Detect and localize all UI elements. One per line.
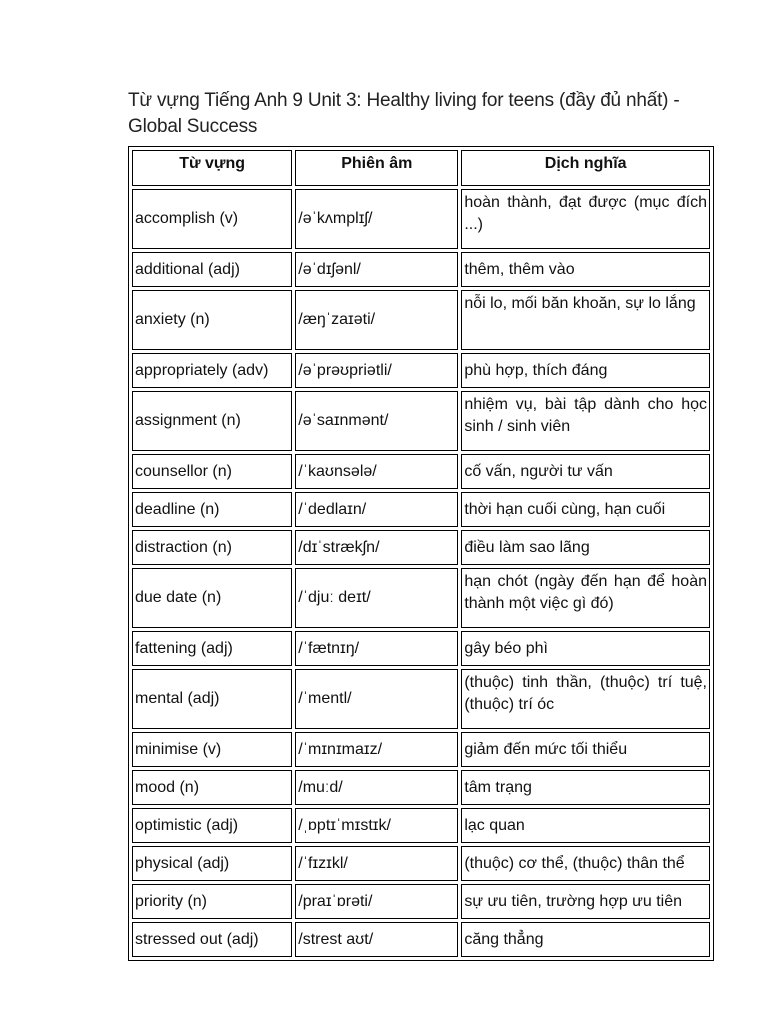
table-row — [132, 770, 710, 805]
pronunciation-cell: /ˈkaʊnsələ/ — [295, 454, 458, 489]
vocab-word-cell: additional (adj) — [132, 252, 292, 287]
table-row — [132, 290, 710, 350]
meaning-cell: hoàn thành, đạt được (mục đích ...) — [461, 189, 710, 249]
meaning-cell: nỗi lo, mối băn khoăn, sự lo lắng — [461, 290, 710, 350]
table-row — [132, 252, 710, 287]
table-row — [132, 454, 710, 489]
pronunciation-cell: /ˈmentl/ — [295, 669, 458, 729]
header-word: Từ vựng — [132, 150, 292, 186]
vocab-word-cell: priority (n) — [132, 884, 292, 919]
pronunciation-cell: /əˈsaɪnmənt/ — [295, 391, 458, 451]
vocab-word-cell: optimistic (adj) — [132, 808, 292, 843]
pronunciation-cell: /əˈdɪʃənl/ — [295, 252, 458, 287]
vocab-word-cell: deadline (n) — [132, 492, 292, 527]
meaning-cell: căng thẳng — [461, 922, 710, 957]
meaning-cell: sự ưu tiên, trường hợp ưu tiên — [461, 884, 710, 919]
meaning-cell: hạn chót (ngày đến hạn để hoàn thành một việc gì đó) — [461, 568, 710, 628]
pronunciation-cell: /muːd/ — [295, 770, 458, 805]
vocab-word-cell: minimise (v) — [132, 732, 292, 767]
table-row — [132, 353, 710, 388]
meaning-cell: nhiệm vụ, bài tập dành cho học sinh / sinh viên — [461, 391, 710, 451]
table-row — [132, 568, 710, 628]
pronunciation-cell: /strest aʊt/ — [295, 922, 458, 957]
meaning-cell: phù hợp, thích đáng — [461, 353, 710, 388]
table-header-row — [132, 150, 710, 186]
meaning-cell: (thuộc) tinh thần, (thuộc) trí tuệ, (thuộc) trí óc — [461, 669, 710, 729]
meaning-cell: (thuộc) cơ thể, (thuộc) thân thể — [461, 846, 710, 881]
pronunciation-cell: /ˈdedlaɪn/ — [295, 492, 458, 527]
table-row — [132, 922, 710, 957]
vocab-word-cell: accomplish (v) — [132, 189, 292, 249]
meaning-cell: cố vấn, người tư vấn — [461, 454, 710, 489]
vocab-word-cell: fattening (adj) — [132, 631, 292, 666]
table-row — [132, 530, 710, 565]
meaning-cell: tâm trạng — [461, 770, 710, 805]
pronunciation-cell: /əˈkʌmplɪʃ/ — [295, 189, 458, 249]
vocab-word-cell: distraction (n) — [132, 530, 292, 565]
table-row — [132, 631, 710, 666]
table-row — [132, 669, 710, 729]
vocab-word-cell: counsellor (n) — [132, 454, 292, 489]
table-row — [132, 846, 710, 881]
vocab-word-cell: stressed out (adj) — [132, 922, 292, 957]
pronunciation-cell: /praɪˈɒrəti/ — [295, 884, 458, 919]
meaning-cell: điều làm sao lãng — [461, 530, 710, 565]
table-row — [132, 492, 710, 527]
pronunciation-cell: /æŋˈzaɪəti/ — [295, 290, 458, 350]
pronunciation-cell: /ˈfætnɪŋ/ — [295, 631, 458, 666]
meaning-cell: lạc quan — [461, 808, 710, 843]
pronunciation-cell: /ˈmɪnɪmaɪz/ — [295, 732, 458, 767]
vocab-word-cell: anxiety (n) — [132, 290, 292, 350]
table-row — [132, 808, 710, 843]
meaning-cell: thêm, thêm vào — [461, 252, 710, 287]
header-pronunciation: Phiên âm — [295, 150, 458, 186]
meaning-cell: thời hạn cuối cùng, hạn cuối — [461, 492, 710, 527]
vocab-word-cell: assignment (n) — [132, 391, 292, 451]
table-row — [132, 391, 710, 451]
pronunciation-cell: /dɪˈstrækʃn/ — [295, 530, 458, 565]
meaning-cell: giảm đến mức tối thiểu — [461, 732, 710, 767]
pronunciation-cell: /əˈprəʊpriətli/ — [295, 353, 458, 388]
meaning-cell: gây béo phì — [461, 631, 710, 666]
table-row — [132, 732, 710, 767]
vocab-word-cell: appropriately (adv) — [132, 353, 292, 388]
table-row — [132, 884, 710, 919]
vocab-word-cell: mood (n) — [132, 770, 292, 805]
pronunciation-cell: /ˈdjuː deɪt/ — [295, 568, 458, 628]
pronunciation-cell: /ˌɒptɪˈmɪstɪk/ — [295, 808, 458, 843]
table-body — [132, 189, 710, 957]
page-title: Từ vựng Tiếng Anh 9 Unit 3: Healthy living for teens (đầy đủ nhất) - Global Success — [128, 90, 680, 137]
vocab-word-cell: mental (adj) — [132, 669, 292, 729]
vocab-word-cell: due date (n) — [132, 568, 292, 628]
vocab-word-cell: physical (adj) — [132, 846, 292, 881]
pronunciation-cell: /ˈfɪzɪkl/ — [295, 846, 458, 881]
table-row — [132, 189, 710, 249]
header-meaning: Dịch nghĩa — [461, 150, 710, 186]
vocabulary-table — [128, 146, 714, 961]
